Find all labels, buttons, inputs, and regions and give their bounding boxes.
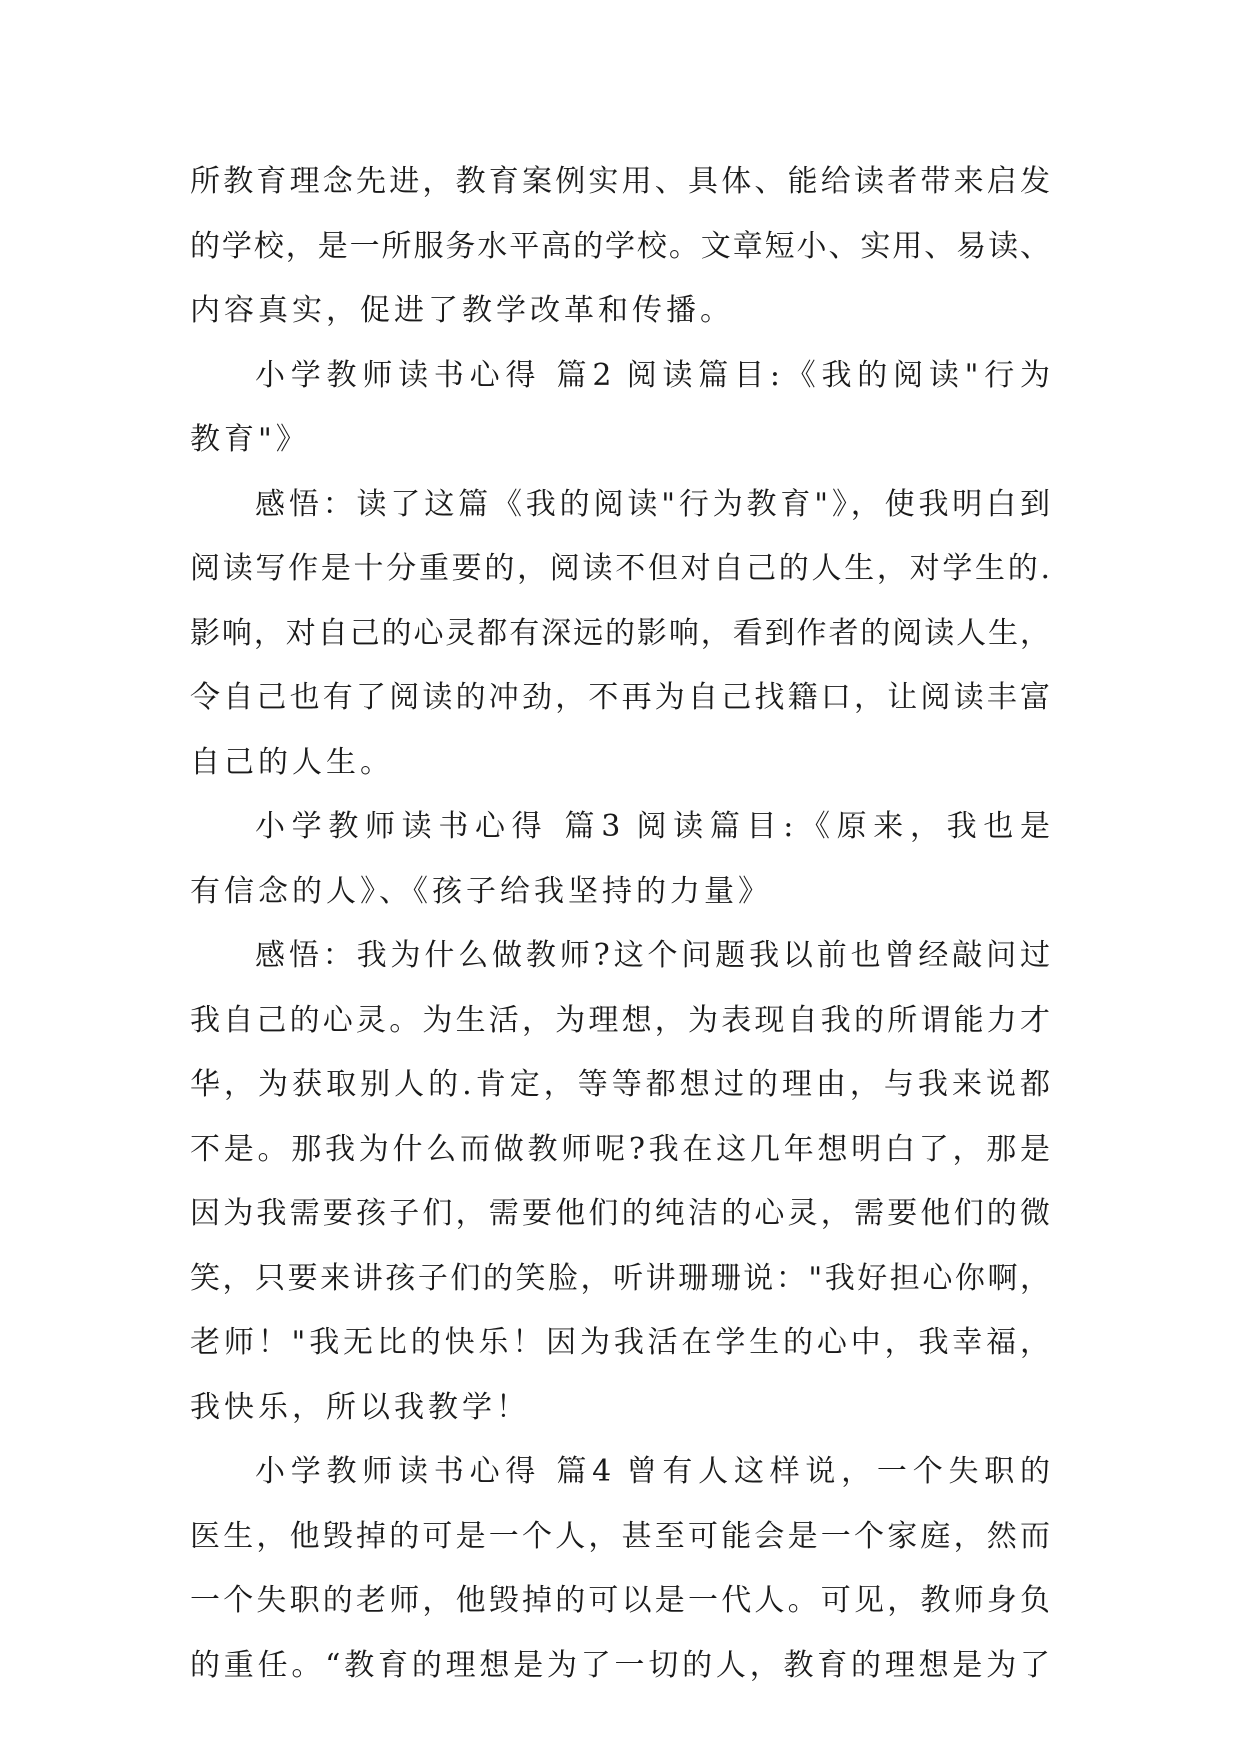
text-line: 令自己也有了阅读的冲劲，不再为自己找籍口，让阅读丰富 — [190, 680, 1050, 715]
text-line: 小学教师读书心得 篇4 曾有人这样说，一个失职的 — [255, 1454, 1050, 1489]
text-line: 感悟：我为什么做教师?这个问题我以前也曾经敲问过 — [255, 938, 1050, 973]
text-line: 教育"》 — [190, 422, 310, 457]
text-line: 医生，他毁掉的可是一个人，甚至可能会是一个家庭，然而 — [190, 1518, 1050, 1554]
document-body — [190, 150, 1050, 1698]
text-line: 笑，只要来讲孩子们的笑脸，听讲珊珊说："我好担心你啊， — [190, 1260, 1050, 1296]
text-line: 一个失职的老师，他毁掉的可以是一代人。可见，教师身负 — [190, 1583, 1050, 1618]
text-line: 有信念的人》、《孩子给我坚持的力量》 — [190, 873, 772, 909]
text-line: 小学教师读书心得 篇2 阅读篇目:《我的阅读"行为 — [255, 357, 1050, 393]
text-line: 所教育理念先进，教育案例实用、具体、能给读者带来启发 — [190, 164, 1050, 199]
text-line: 我自己的心灵。为生活，为理想，为表现自我的所谓能力才 — [190, 1002, 1050, 1038]
text-line: 不是。那我为什么而做教师呢?我在这几年想明白了，那是 — [190, 1131, 1050, 1167]
text-line: 的重任。“教育的理想是为了一切的人，教育的理想是为了 — [190, 1647, 1050, 1683]
text-line: 小学教师读书心得 篇3 阅读篇目:《原来，我也是 — [255, 809, 1050, 844]
text-line: 阅读写作是十分重要的，阅读不但对自己的人生，对学生的. — [190, 551, 1050, 586]
text-line: 的学校，是一所服务水平高的学校。文章短小、实用、易读、 — [190, 228, 1050, 264]
text-line: 我快乐，所以我教学！ — [190, 1389, 530, 1425]
text-line: 感悟：读了这篇《我的阅读"行为教育"》，使我明白到 — [255, 486, 1050, 522]
text-line: 老师！"我无比的快乐！因为我活在学生的心中，我幸福， — [190, 1325, 1050, 1360]
text-line: 因为我需要孩子们，需要他们的纯洁的心灵，需要他们的微 — [190, 1196, 1050, 1231]
text-line: 自己的人生。 — [190, 744, 394, 780]
text-line: 影响，对自己的心灵都有深远的影响，看到作者的阅读人生， — [190, 615, 1050, 651]
text-line: 华，为获取别人的.肯定，等等都想过的理由，与我来说都 — [190, 1067, 1050, 1102]
text-line: 内容真实，促进了教学改革和传播。 — [190, 293, 734, 328]
